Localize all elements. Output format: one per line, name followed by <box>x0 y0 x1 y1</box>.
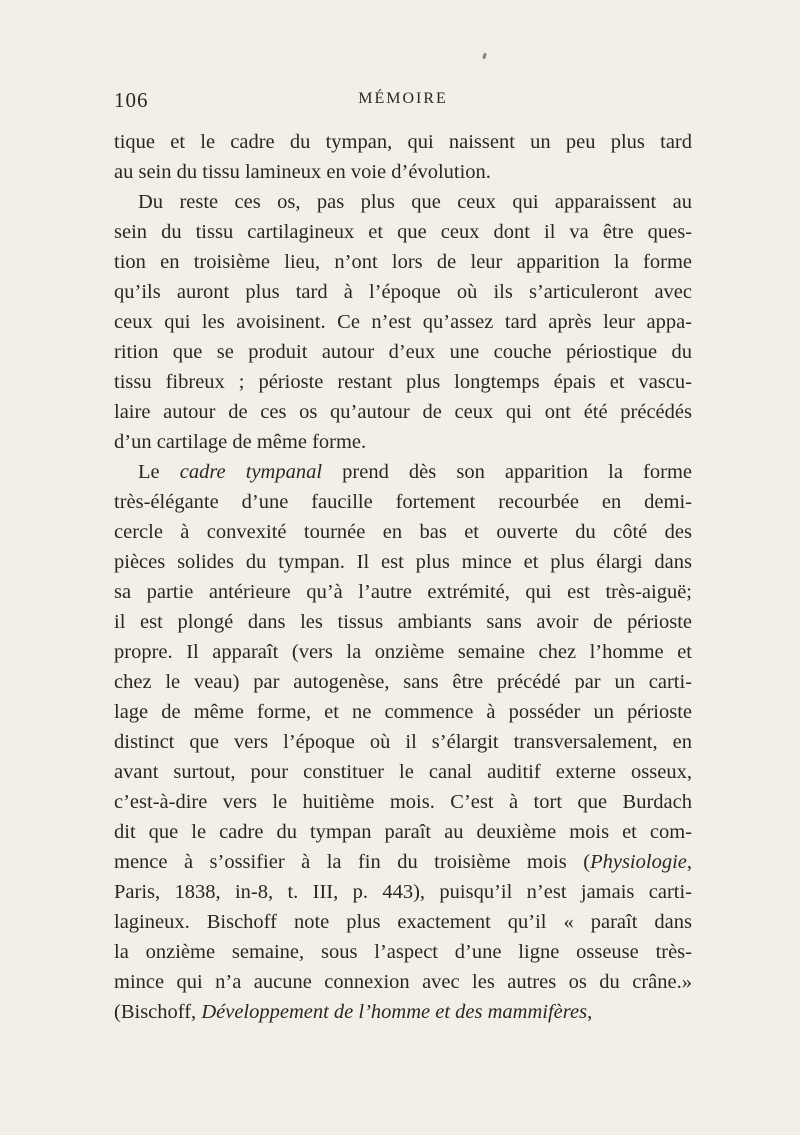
text-segment: rition que se produit autour d’eux une couche périostique du <box>114 341 692 363</box>
text-line <box>114 337 692 367</box>
text-segment: mince qui n’a aucune connexion avec les autres os du crâne.» <box>114 971 692 993</box>
text-segment: laire autour de ces os qu’autour de ceux qui ont été précédés <box>114 401 692 423</box>
text-segment: propre. Il apparaît (vers la onzième semaine chez l’homme et <box>114 641 692 663</box>
text-segment: Le <box>138 461 180 483</box>
text-line <box>114 157 692 187</box>
text-segment: lagineux. Bischoff note plus exactement qu’il « paraît dans <box>114 911 692 933</box>
text-segment: Paris, 1838, in-8, t. III, p. 443), puisqu’il n’est jamais carti- <box>114 881 692 903</box>
text-line <box>114 637 692 667</box>
text-segment: au sein du tissu lamineux en voie d’évolution. <box>114 161 491 183</box>
text-segment: Du reste ces os, pas plus que ceux qui apparaissent au <box>138 191 692 213</box>
text-segment: mence à s’ossifier à la fin du troisième mois ( <box>114 851 591 873</box>
text-segment: la onzième semaine, sous l’aspect d’une ligne osseuse très- <box>114 941 692 963</box>
text-line <box>114 217 692 247</box>
text-segment: cercle à convexité tournée en bas et ouverte du côté des <box>114 521 692 543</box>
text-segment: (Bischoff, <box>114 1001 202 1023</box>
text-segment: tissu fibreux ; périoste restant plus longtemps épais et vascu- <box>114 371 692 393</box>
text-line <box>114 757 692 787</box>
text-segment: avant surtout, pour constituer le canal auditif externe osseux, <box>114 761 692 783</box>
italic-text: Développement de l’homme et des mammifères <box>201 1001 588 1023</box>
text-line <box>114 607 692 637</box>
text-line <box>114 967 692 997</box>
text-segment: , <box>587 1001 593 1023</box>
text-line <box>114 937 692 967</box>
text-segment: tion en troisième lieu, n’ont lors de leur apparition la forme <box>114 251 692 273</box>
text-segment: qu’ils auront plus tard à l’époque où ils s’articuleront avec <box>114 281 692 303</box>
text-segment: il est plongé dans les tissus ambiants sans avoir de périoste <box>114 611 692 633</box>
text-line <box>114 697 692 727</box>
text-segment: distinct que vers l’époque où il s’élargit transversalement, en <box>114 731 692 753</box>
text-segment: prend dès son apparition la forme <box>322 461 692 483</box>
text-line <box>114 367 692 397</box>
text-line <box>114 247 692 277</box>
text-segment: d’un cartilage de même forme. <box>114 431 367 453</box>
text-segment: dit que le cadre du tympan paraît au deuxième mois et com- <box>114 821 692 843</box>
text-line <box>114 667 692 697</box>
text-line <box>114 997 692 1027</box>
text-line <box>114 877 692 907</box>
text-segment: tique et le cadre du tympan, qui naissent un peu plus tard <box>114 131 692 153</box>
running-title: MÉMOIRE <box>358 90 448 107</box>
text-segment: pièces solides du tympan. Il est plus mince et plus élargi dans <box>114 551 692 573</box>
text-line <box>114 397 692 427</box>
text-segment: sein du tissu cartilagineux et que ceux dont il va être ques- <box>114 221 692 243</box>
text-segment: sa partie antérieure qu’à l’autre extrémité, qui est très-aiguë; <box>114 581 692 603</box>
text-line <box>114 487 692 517</box>
text-line <box>114 817 692 847</box>
text-segment: , <box>686 851 692 873</box>
text-line <box>114 907 692 937</box>
text-line <box>114 307 692 337</box>
italic-text: cadre tympanal <box>179 461 323 483</box>
text-line <box>114 847 692 877</box>
text-segment: c’est-à-dire vers le huitième mois. C’est à tort que Burdach <box>114 791 692 813</box>
text-segment: ceux qui les avoisinent. Ce n’est qu’assez tard après leur appa- <box>114 311 692 333</box>
text-line <box>114 127 692 157</box>
text-line <box>114 787 692 817</box>
text-segment: lage de même forme, et ne commence à posséder un périoste <box>114 701 692 723</box>
text-line <box>114 517 692 547</box>
italic-text: Physiologie <box>590 851 687 873</box>
page-number: 106 <box>114 88 149 112</box>
text-segment: chez le veau) par autogenèse, sans être précédé par un carti- <box>114 671 692 693</box>
text-line <box>114 277 692 307</box>
ink-mark <box>482 53 487 60</box>
text-line <box>114 187 692 217</box>
text-line <box>114 547 692 577</box>
text-line <box>114 427 692 457</box>
text-segment: très-élégante d’une faucille fortement recourbée en demi- <box>114 491 692 513</box>
text-line <box>114 457 692 487</box>
body-text <box>114 127 692 1027</box>
page-header <box>114 88 692 112</box>
text-line <box>114 727 692 757</box>
text-line <box>114 577 692 607</box>
